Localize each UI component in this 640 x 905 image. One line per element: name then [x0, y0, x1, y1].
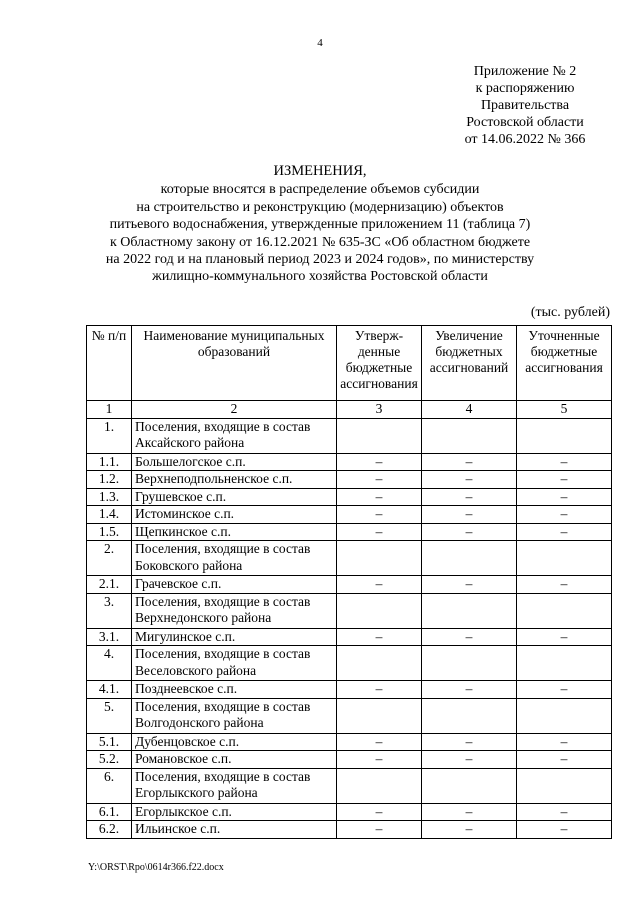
row-num: 1.2.	[87, 471, 132, 489]
row-name: Поселения, входящие в состав Егорлыкского района	[132, 768, 337, 803]
row-approved	[337, 541, 422, 576]
row-approved: –	[337, 821, 422, 839]
row-refined: –	[517, 751, 612, 769]
row-refined: –	[517, 803, 612, 821]
title-line: питьевого водоснабжения, утвержденные приложением 11 (таблица 7)	[109, 217, 531, 233]
row-increase: –	[422, 471, 517, 489]
row-increase: –	[422, 733, 517, 751]
row-name: Грушевское с.п.	[132, 488, 337, 506]
row-refined	[517, 646, 612, 681]
table-row	[87, 506, 612, 524]
row-num: 5.	[87, 698, 132, 733]
column-number: 3	[337, 401, 422, 419]
subsidy-table	[86, 325, 612, 839]
row-name: Грачевское с.п.	[132, 576, 337, 594]
table-header-row	[87, 326, 612, 401]
row-num: 2.1.	[87, 576, 132, 594]
row-refined: –	[517, 523, 612, 541]
row-name: Верхнеподпольненское с.п.	[132, 471, 337, 489]
table-row	[87, 488, 612, 506]
row-refined	[517, 698, 612, 733]
title-line: которые вносятся в распределение объемов субсидии	[160, 182, 480, 198]
header-approved: Утверж-денные бюджетные ассигнования	[337, 326, 422, 401]
row-increase	[422, 418, 517, 453]
row-name: Ильинское с.п.	[132, 821, 337, 839]
row-increase	[422, 768, 517, 803]
row-name: Дубенцовское с.п.	[132, 733, 337, 751]
header-num: № п/п	[87, 326, 132, 401]
row-num: 1.4.	[87, 506, 132, 524]
appendix-line: Правительства	[480, 98, 570, 113]
row-refined	[517, 541, 612, 576]
table-row	[87, 593, 612, 628]
row-refined: –	[517, 681, 612, 699]
row-name: Истоминское с.п.	[132, 506, 337, 524]
row-name: Егорлыкское с.п.	[132, 803, 337, 821]
row-name: Большелогское с.п.	[132, 453, 337, 471]
row-increase	[422, 698, 517, 733]
row-refined: –	[517, 453, 612, 471]
row-refined: –	[517, 576, 612, 594]
row-num: 3.	[87, 593, 132, 628]
row-approved: –	[337, 523, 422, 541]
column-number: 4	[422, 401, 517, 419]
appendix-line: к распоряжению	[475, 81, 575, 96]
row-increase	[422, 646, 517, 681]
row-approved: –	[337, 471, 422, 489]
row-num: 3.1.	[87, 628, 132, 646]
table-row	[87, 628, 612, 646]
row-name: Щепкинское с.п.	[132, 523, 337, 541]
table-row	[87, 471, 612, 489]
units-label: (тыс. рублей)	[530, 305, 610, 320]
table-row	[87, 418, 612, 453]
row-increase: –	[422, 506, 517, 524]
column-number-row	[87, 401, 612, 419]
table-row	[87, 523, 612, 541]
title-line: к Областному закону от 16.12.2021 № 635-ЗС «Об областном бюджете	[109, 234, 531, 250]
row-increase: –	[422, 453, 517, 471]
row-refined: –	[517, 821, 612, 839]
appendix-line: от 14.06.2022 № 366	[464, 132, 586, 147]
title-heading: ИЗМЕНЕНИЯ,	[273, 163, 367, 179]
row-name: Поселения, входящие в состав Веселовского района	[132, 646, 337, 681]
row-num: 4.	[87, 646, 132, 681]
row-num: 1.3.	[87, 488, 132, 506]
row-refined	[517, 768, 612, 803]
row-approved	[337, 698, 422, 733]
row-num: 6.1.	[87, 803, 132, 821]
row-num: 6.	[87, 768, 132, 803]
table-row	[87, 821, 612, 839]
row-name: Позднеевское с.п.	[132, 681, 337, 699]
row-name: Поселения, входящие в состав Верхнедонского района	[132, 593, 337, 628]
row-increase: –	[422, 628, 517, 646]
row-refined	[517, 593, 612, 628]
row-approved: –	[337, 733, 422, 751]
title-line: на 2022 год и на плановый период 2023 и 2024 годов», по министерству	[105, 252, 535, 268]
row-name: Поселения, входящие в состав Волгодонского района	[132, 698, 337, 733]
row-increase: –	[422, 488, 517, 506]
row-increase	[422, 593, 517, 628]
row-approved: –	[337, 803, 422, 821]
row-approved	[337, 593, 422, 628]
appendix-line: Ростовской области	[466, 115, 584, 130]
row-num: 5.2.	[87, 751, 132, 769]
table-row	[87, 733, 612, 751]
column-number: 1	[87, 401, 132, 419]
row-approved	[337, 646, 422, 681]
row-approved: –	[337, 453, 422, 471]
row-approved: –	[337, 628, 422, 646]
row-name: Мигулинское с.п.	[132, 628, 337, 646]
appendix-line: Приложение № 2	[473, 64, 577, 79]
row-approved: –	[337, 576, 422, 594]
table-row	[87, 576, 612, 594]
table-row	[87, 646, 612, 681]
row-approved	[337, 418, 422, 453]
row-refined: –	[517, 628, 612, 646]
row-num: 4.1.	[87, 681, 132, 699]
table-row	[87, 541, 612, 576]
row-increase: –	[422, 751, 517, 769]
title-line: жилищно-коммунального хозяйства Ростовской области	[152, 269, 488, 285]
table-row	[87, 681, 612, 699]
row-approved: –	[337, 506, 422, 524]
table-row	[87, 803, 612, 821]
row-num: 6.2.	[87, 821, 132, 839]
row-num: 1.1.	[87, 453, 132, 471]
header-increase: Увеличение бюджетных ассигнований	[422, 326, 517, 401]
title-line: на строительство и реконструкцию (модернизацию) объектов	[136, 199, 504, 215]
row-increase: –	[422, 523, 517, 541]
row-increase: –	[422, 681, 517, 699]
header-name: Наименование муниципальных образований	[132, 326, 337, 401]
table-row	[87, 768, 612, 803]
row-approved: –	[337, 751, 422, 769]
row-increase: –	[422, 576, 517, 594]
row-name: Романовское с.п.	[132, 751, 337, 769]
row-increase: –	[422, 821, 517, 839]
header-refined: Уточненные бюджетные ассигнования	[517, 326, 612, 401]
row-increase	[422, 541, 517, 576]
row-num: 1.5.	[87, 523, 132, 541]
row-num: 5.1.	[87, 733, 132, 751]
row-num: 2.	[87, 541, 132, 576]
appendix-block	[430, 63, 620, 148]
column-number: 2	[132, 401, 337, 419]
document-title	[88, 163, 552, 286]
row-name: Поселения, входящие в состав Аксайского района	[132, 418, 337, 453]
column-number: 5	[517, 401, 612, 419]
table-row	[87, 453, 612, 471]
row-increase: –	[422, 803, 517, 821]
row-approved: –	[337, 681, 422, 699]
page-number: 4	[317, 37, 323, 49]
row-approved	[337, 768, 422, 803]
row-refined	[517, 418, 612, 453]
row-approved: –	[337, 488, 422, 506]
row-refined: –	[517, 471, 612, 489]
row-refined: –	[517, 506, 612, 524]
row-refined: –	[517, 733, 612, 751]
table-row	[87, 698, 612, 733]
row-refined: –	[517, 488, 612, 506]
row-num: 1.	[87, 418, 132, 453]
row-name: Поселения, входящие в состав Боковского района	[132, 541, 337, 576]
file-path-footer: Y:\ORST\Rpo\0614r366.f22.docx	[88, 862, 224, 873]
table-row	[87, 751, 612, 769]
